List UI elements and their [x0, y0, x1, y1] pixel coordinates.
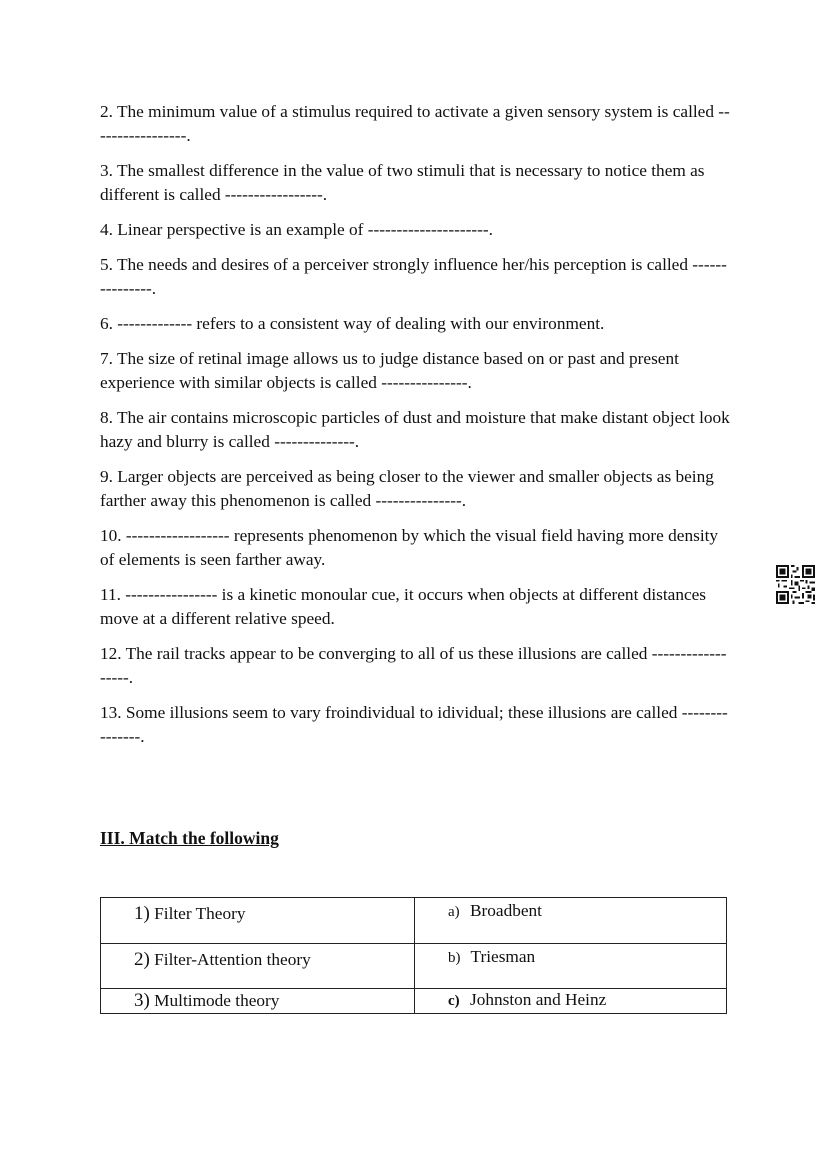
question-9: 9. Larger objects are perceived as being closer to the viewer and smaller objects as being farther away this phenomenon is called ---------------.: [100, 467, 714, 510]
item-number: 1): [134, 903, 150, 924]
item-number: 3): [134, 990, 150, 1011]
option-text: Johnston and Heinz: [469, 990, 607, 1009]
item-text: Filter-Attention theory: [154, 950, 311, 969]
question-7: 7. The size of retinal image allows us to judge distance based on or past and present experience with similar objects is called ---------------.: [100, 349, 679, 392]
question-3: 3. The smallest difference in the value of two stimuli that is necessary to notice them as different is called -----------------.: [100, 161, 705, 204]
question-10: 10. ------------------ represents phenomenon by which the visual field having more density of elements is seen farther away.: [100, 526, 719, 569]
option-letter: a): [448, 904, 460, 920]
item-text: Multimode theory: [154, 991, 280, 1010]
question-2: 2. The minimum value of a stimulus required to activate a given sensory system is called -----------------.: [100, 102, 730, 145]
table-cell-right: [415, 944, 727, 989]
item-text: Filter Theory: [154, 904, 246, 923]
table-cell-left: [101, 989, 415, 1014]
table-cell-left: [101, 944, 415, 989]
option-letter: b): [448, 950, 461, 966]
item-number: 2): [134, 949, 150, 970]
question-12: 12. The rail tracks appear to be converging to all of us these illusions are called ------------------.: [100, 644, 727, 687]
option-letter: c): [448, 993, 460, 1009]
question-4: 4. Linear perspective is an example of ---------------------.: [100, 220, 493, 239]
option-text: Broadbent: [469, 901, 542, 920]
table-cell-right: [415, 898, 727, 944]
table-row: [101, 989, 727, 1014]
table-cell-right: [415, 989, 727, 1014]
question-6: 6. ------------- refers to a consistent way of dealing with our environment.: [100, 314, 605, 333]
question-13: 13. Some illusions seem to vary froindividual to idividual; these illusions are called ---------------.: [100, 703, 728, 746]
question-8: 8. The air contains microscopic particles of dust and moisture that make distant object look hazy and blurry is called --------------.: [100, 408, 730, 451]
option-text: Triesman: [470, 947, 536, 966]
question-11: 11. ---------------- is a kinetic monoular cue, it occurs when objects at different distances move at a different relative speed.: [100, 585, 707, 628]
question-5: 5. The needs and desires of a perceiver strongly influence her/his perception is called ---------------.: [100, 255, 727, 298]
section-title: III. Match the following: [100, 828, 279, 848]
match-table: [100, 897, 727, 1014]
question-list: [100, 100, 730, 760]
qr-code-icon: [776, 565, 815, 604]
table-row: [101, 944, 727, 989]
table-cell-left: [101, 898, 415, 944]
table-row: [101, 898, 727, 944]
